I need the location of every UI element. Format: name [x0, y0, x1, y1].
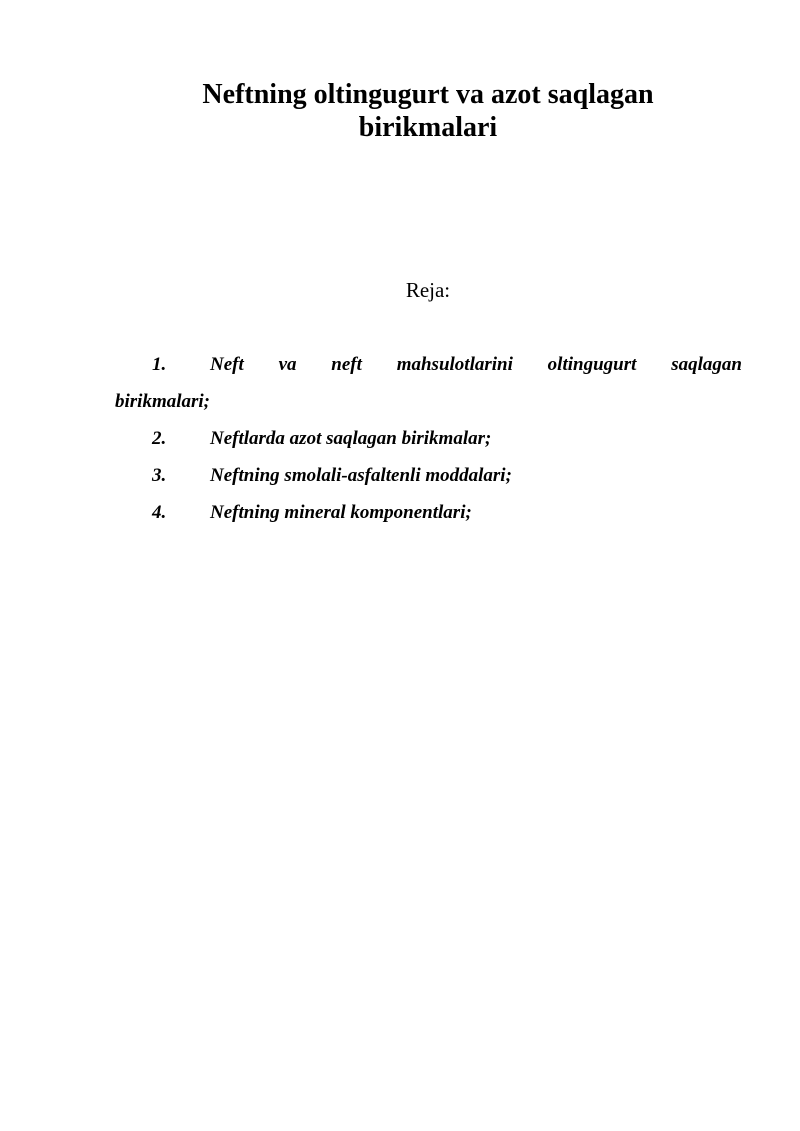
plan-item-number: 4. [152, 502, 167, 523]
plan-item-word: va [278, 354, 297, 375]
plan-item-continuation: birikmalari; [115, 391, 211, 412]
plan-item-4 [115, 494, 742, 531]
plan-heading: Reja: [405, 278, 451, 302]
plan-item-2 [115, 420, 742, 457]
plan-item-text: Neftning mineral komponentlari; [210, 502, 472, 523]
plan-item-word: neft [331, 354, 362, 375]
plan-item-text: Neftning smolali-asfaltenli moddalari; [210, 465, 512, 486]
plan-item-word: Neft [210, 354, 244, 375]
plan-item-text: Neftlarda azot saqlagan birikmalar; [210, 428, 492, 449]
plan-item-number: 1. [152, 354, 167, 375]
plan-item-3 [115, 457, 742, 494]
plan-list [115, 346, 742, 531]
document-title [115, 78, 741, 144]
document-title-line-2: birikmalari [358, 112, 498, 143]
plan-item-number: 2. [152, 428, 167, 449]
plan-item-text [210, 346, 742, 383]
plan-item-number: 3. [152, 465, 167, 486]
plan-item-1 [115, 346, 742, 420]
document-title-line-1: Neftning oltingugurt va azot saqlagan [202, 79, 654, 110]
plan-item-word: oltingugurt [547, 354, 637, 375]
plan-item-word: mahsulotlarini [396, 354, 513, 375]
plan-item-word: saqlagan [671, 354, 742, 375]
